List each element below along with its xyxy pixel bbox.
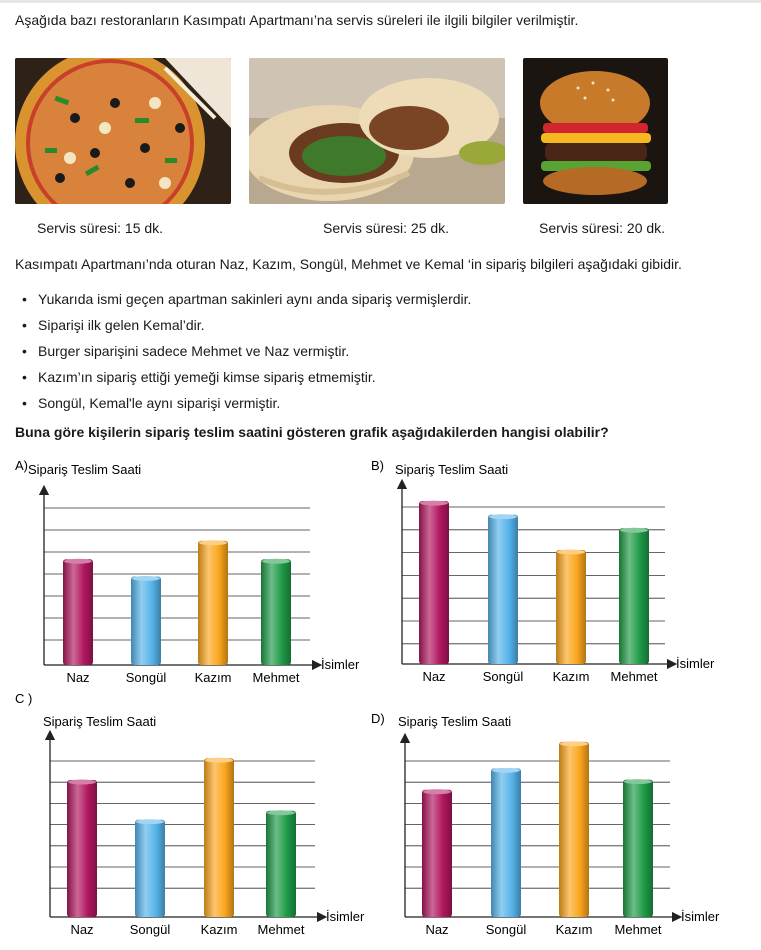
category-label: Songül bbox=[485, 922, 527, 937]
bar-cap bbox=[620, 528, 648, 533]
option-label: C ) bbox=[15, 691, 33, 706]
category-label: Songül bbox=[482, 669, 524, 684]
x-axis-title: İsimler bbox=[676, 656, 715, 671]
bar-naz bbox=[63, 559, 93, 665]
x-axis-title: İsimler bbox=[681, 909, 720, 924]
durum-caption: Servis süresi: 25 dk. bbox=[323, 220, 450, 236]
category-label: Songül bbox=[125, 670, 167, 685]
x-axis-title: İsimler bbox=[321, 657, 360, 672]
bar-cap bbox=[136, 819, 164, 824]
bar-naz bbox=[422, 790, 452, 917]
option-label: A) bbox=[15, 458, 28, 473]
bar-mehmet bbox=[619, 528, 649, 664]
category-label: Naz bbox=[70, 922, 94, 937]
option-label: D) bbox=[371, 711, 385, 726]
bar-songül bbox=[131, 576, 161, 665]
bar-cap bbox=[420, 501, 448, 506]
option-label: B) bbox=[371, 458, 384, 473]
bar-kazım bbox=[204, 758, 234, 917]
clue-item: • Burger siparişini sadece Mehmet ve Naz vermiştir. bbox=[22, 338, 471, 364]
chart-option-1 bbox=[15, 458, 360, 685]
bar-cap bbox=[624, 779, 652, 784]
bar-cap bbox=[68, 780, 96, 785]
bar-cap bbox=[492, 768, 520, 773]
bar-kazım bbox=[556, 550, 586, 664]
category-label: Mehmet bbox=[614, 922, 662, 937]
bar-naz bbox=[67, 780, 97, 917]
bar-kazım bbox=[198, 541, 228, 665]
category-label: Mehmet bbox=[252, 670, 300, 685]
bar-cap bbox=[199, 540, 227, 545]
bar-kazım bbox=[559, 742, 589, 917]
bar-songül bbox=[488, 515, 518, 664]
bar-cap bbox=[560, 741, 588, 746]
category-label: Songül bbox=[129, 922, 171, 937]
category-label: Naz bbox=[66, 670, 90, 685]
bar-cap bbox=[64, 559, 92, 564]
chart-option-3 bbox=[15, 691, 365, 937]
intro-text: Aşağıda bazı restoranların Kasımpatı Apartmanı’na servis süreleri ile ilgili bilgiler verilmiştir. bbox=[15, 12, 579, 28]
bar-cap bbox=[132, 576, 160, 581]
clue-item: • Siparişi ilk gelen Kemal’dir. bbox=[22, 312, 471, 338]
question-text: Buna göre kişilerin sipariş teslim saatini gösteren grafik aşağıdakilerden hangisi olabilir? bbox=[15, 424, 609, 440]
category-label: Naz bbox=[425, 922, 449, 937]
category-label: Kazım bbox=[552, 669, 590, 684]
bar-mehmet bbox=[266, 811, 296, 917]
bar-naz bbox=[419, 501, 449, 664]
bar-cap bbox=[262, 559, 290, 564]
category-label: Naz bbox=[422, 669, 446, 684]
burger-caption: Servis süresi: 20 dk. bbox=[539, 220, 666, 236]
y-axis-title: Sipariş Teslim Saati bbox=[28, 462, 142, 477]
clue-item: • Songül, Kemal'le aynı siparişi vermiştir. bbox=[22, 390, 471, 416]
clue-item: • Yukarıda ismi geçen apartman sakinleri aynı anda sipariş vermişlerdir. bbox=[22, 286, 471, 312]
category-label: Mehmet bbox=[610, 669, 658, 684]
bar-cap bbox=[557, 550, 585, 555]
bar-songül bbox=[491, 768, 521, 917]
info-paragraph: Kasımpatı Apartmanı’nda oturan Naz, Kazım, Songül, Mehmet ve Kemal ‘in sipariş bilgileri aşağıdaki gibidir. bbox=[15, 256, 682, 272]
x-axis-title: İsimler bbox=[326, 909, 365, 924]
y-axis-title: Sipariş Teslim Saati bbox=[43, 714, 157, 729]
category-label: Kazım bbox=[555, 922, 593, 937]
bar-cap bbox=[423, 789, 451, 794]
category-label: Kazım bbox=[200, 922, 238, 937]
y-axis-title: Sipariş Teslim Saati bbox=[398, 714, 512, 729]
bar-cap bbox=[489, 514, 517, 519]
category-label: Kazım bbox=[194, 670, 232, 685]
pizza-caption: Servis süresi: 15 dk. bbox=[37, 220, 164, 236]
category-label: Mehmet bbox=[257, 922, 305, 937]
y-axis-title: Sipariş Teslim Saati bbox=[395, 462, 509, 477]
bar-mehmet bbox=[261, 559, 291, 665]
bar-cap bbox=[267, 810, 295, 815]
chart-option-2 bbox=[371, 458, 715, 684]
clue-item: • Kazım’ın sipariş ettiği yemeği kimse sipariş etmemiştir. bbox=[22, 364, 471, 390]
bar-mehmet bbox=[623, 780, 653, 917]
chart-option-4 bbox=[371, 711, 720, 937]
bar-songül bbox=[135, 820, 165, 917]
bar-cap bbox=[205, 758, 233, 763]
